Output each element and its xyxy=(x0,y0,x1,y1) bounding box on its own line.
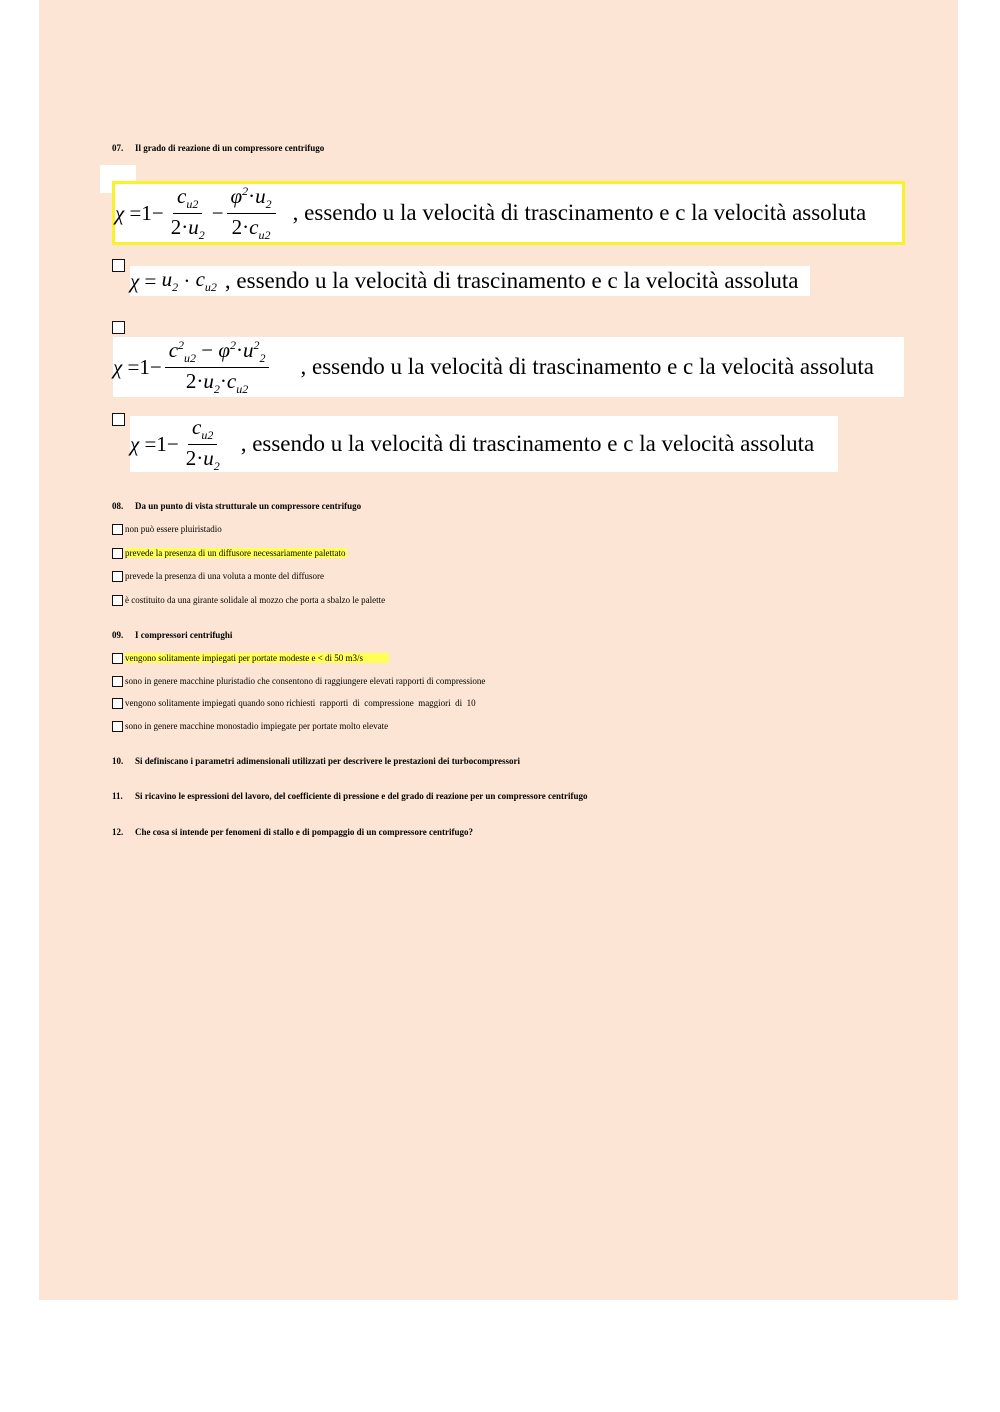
q09-option-4[interactable] xyxy=(112,719,388,733)
formula-description: , essendo u la velocità di trascinamento e c la velocità assoluta xyxy=(224,268,799,293)
q07-option-3[interactable] xyxy=(113,337,904,397)
q07-option-1[interactable] xyxy=(112,181,905,245)
question-number: 09. xyxy=(112,630,124,640)
question-text: Che cosa si intende per fenomeni di stallo e di pompaggio di un compressore centrifugo? xyxy=(135,827,474,837)
question-text: I compressori centrifughi xyxy=(135,630,233,640)
question-text: Si definiscano i parametri adimensionali utilizzati per descrivere le prestazioni dei turbocompressori xyxy=(135,756,521,766)
checkbox[interactable] xyxy=(112,524,123,535)
q08-option-2[interactable] xyxy=(112,546,347,560)
question-text: Il grado di reazione di un compressore centrifugo xyxy=(135,143,325,153)
option-text: è costituito da una girante solidale al mozzo che porta a sbalzo le palette xyxy=(125,595,386,605)
option-text: prevede la presenza di una voluta a monte del diffusore xyxy=(125,571,325,581)
question-number: 11. xyxy=(112,791,123,801)
formula: χ =1− $\frac{c_{u2}}{2\cdot u_2}$ − $\frac{\varphi^2\cdot u_2}{2\cdot c_{u2}}$ xyxy=(115,185,279,242)
q07-option-2[interactable] xyxy=(130,266,810,296)
q07-option-2-checkbox[interactable] xyxy=(112,259,125,272)
formula: χ =1− $\frac{c_{u2}}{2\cdot u_2}$ xyxy=(130,414,220,473)
q09-option-3[interactable] xyxy=(112,696,476,710)
q08-option-4[interactable] xyxy=(112,593,385,607)
checkbox[interactable] xyxy=(112,698,123,709)
question-text: Si ricavino le espressioni del lavoro, del coefficiente di pressione e del grado di reazione per un compressore centrifugo xyxy=(135,791,588,801)
option-text: sono in genere macchine pluristadio che consentono di raggiungere elevati rapporti di compressione xyxy=(125,676,486,686)
q07-option-4-checkbox[interactable] xyxy=(112,413,125,426)
question-number: 07. xyxy=(112,143,124,153)
formula: χ = $u_2$ · $c_{u2}$ xyxy=(130,266,217,295)
option-text: non può essere pluiristadio xyxy=(125,524,222,534)
option-text-highlighted: prevede la presenza di un diffusore necessariamente palettato xyxy=(125,548,346,558)
option-text: sono in genere macchine monostadio impiegate per portate molto elevate xyxy=(125,721,389,731)
checkbox[interactable] xyxy=(112,548,123,559)
formula-description: , essendo u la velocità di trascinamento e c la velocità assoluta xyxy=(292,200,867,225)
formula: χ =1− $\frac{c^2_{u2} - \varphi^2\cdot u^2_2}{2\cdot u_2\cdot c_{u2}}$ xyxy=(113,339,272,396)
checkbox[interactable] xyxy=(112,653,123,664)
checkbox[interactable] xyxy=(112,571,123,582)
q07-option-4[interactable] xyxy=(130,416,838,472)
question-number: 10. xyxy=(112,756,124,766)
q09-option-1[interactable] xyxy=(112,651,389,665)
option-text-highlighted: vengono solitamente impiegati per portate modeste e < di 50 m3/s xyxy=(125,653,389,663)
q08-option-3[interactable] xyxy=(112,569,324,583)
formula-description: , essendo u la velocità di trascinamento e c la velocità assoluta xyxy=(300,354,875,379)
q08-option-1[interactable] xyxy=(112,522,222,536)
option-text: vengono solitamente impiegati quando sono richiesti rapporti di compressione maggiori di 10 xyxy=(125,698,476,708)
q07-option-3-checkbox[interactable] xyxy=(112,321,125,334)
question-07-title xyxy=(112,143,324,153)
question-10-title xyxy=(112,756,520,766)
question-11-title xyxy=(112,791,588,801)
question-text: Da un punto di vista strutturale un compressore centrifugo xyxy=(135,501,362,511)
checkbox[interactable] xyxy=(112,676,123,687)
checkbox[interactable] xyxy=(112,595,123,606)
question-09-title xyxy=(112,630,232,640)
formula-description: , essendo u la velocità di trascinamento e c la velocità assoluta xyxy=(240,431,815,456)
question-number: 12. xyxy=(112,827,124,837)
q09-option-2[interactable] xyxy=(112,674,485,688)
question-08-title xyxy=(112,501,361,511)
question-12-title xyxy=(112,827,473,837)
question-number: 08. xyxy=(112,501,124,511)
checkbox[interactable] xyxy=(112,721,123,732)
